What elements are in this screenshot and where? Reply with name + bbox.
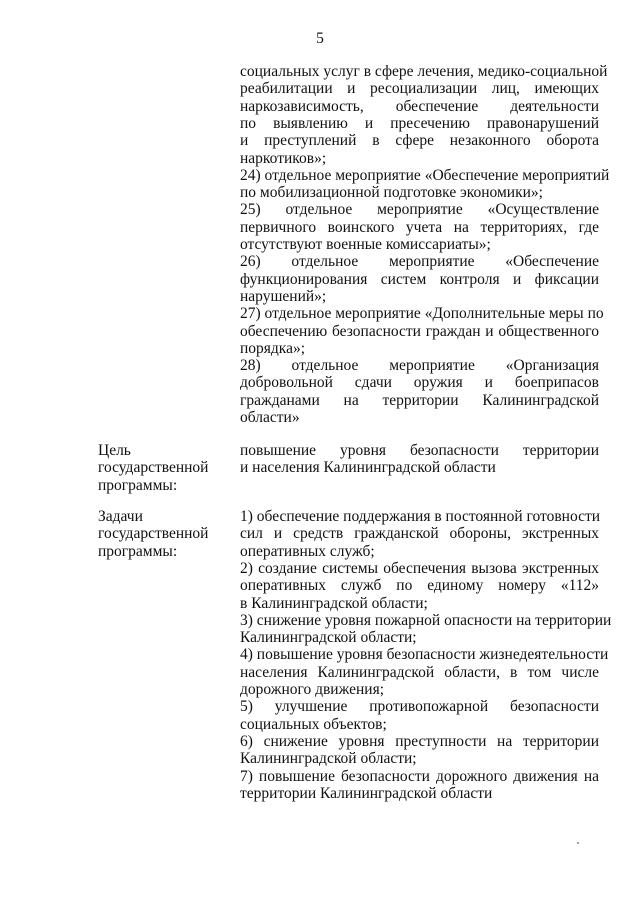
activity-line: 27) отдельное мероприятие «Дополнительные меры по [240, 305, 604, 323]
scan-speck [577, 842, 579, 844]
activity-line: 25) отдельное мероприятие «Осуществление [240, 201, 599, 219]
activity-line: отсутствуют военные комиссариаты»; [240, 236, 491, 253]
tasks-label-line: Задачи [98, 508, 143, 525]
goal-label-line: Цель [98, 442, 131, 459]
activity-line: по выявлению и пресечению правонарушений [240, 114, 599, 132]
page-number: 5 [316, 30, 324, 47]
activity-line: по мобилизационной подготовке экономики»; [240, 184, 543, 202]
task-line: сил и средств гражданской обороны, экстренных [240, 525, 599, 543]
task-line: 6) снижение уровня преступности на территории [240, 732, 599, 750]
activity-line: порядка»; [240, 339, 306, 357]
goal-label-line: государственной [98, 459, 209, 477]
activity-line: и преступлений в сфере незаконного оборота [240, 132, 599, 150]
tasks-label-line: государственной [98, 525, 209, 543]
task-line: Калининградской области; [240, 629, 417, 647]
task-line: в Калининградской области; [240, 594, 428, 612]
task-line: оперативных служб по единому номеру «112» [240, 577, 599, 595]
goal-line: и населения Калининградской области [240, 459, 496, 477]
tasks-label-line: программы: [98, 542, 178, 560]
activity-line: обеспечению безопасности граждан и общественного [240, 322, 599, 340]
activity-line: нарушений»; [240, 287, 327, 305]
task-line: Калининградской области; [240, 750, 417, 768]
activity-line: реабилитации и ресоциализации лиц, имеющих [240, 80, 599, 98]
activity-line: области» [240, 409, 300, 426]
task-line: дорожного движения; [240, 681, 385, 698]
task-line: 5) улучшение противопожарной безопасности [240, 698, 599, 716]
task-line: социальных объектов; [240, 715, 387, 733]
activity-line: 26) отдельное мероприятие «Обеспечение [240, 253, 599, 271]
task-line: 2) создание системы обеспечения вызова экстренных [240, 559, 599, 577]
activity-line: добровольной сдачи оружия и боеприпасов [240, 374, 599, 392]
activity-line: социальных услуг в сфере лечения, медико-социальной [240, 63, 608, 80]
activity-line: наркотиков»; [240, 149, 327, 167]
task-line: 1) обеспечение поддержания в постоянной готовности [240, 508, 601, 525]
task-line: 4) повышение уровня безопасности жизнедеятельности [240, 646, 609, 664]
activity-line: гражданами на территории Калининградской [240, 391, 599, 409]
activity-line: 28) отдельное мероприятие «Организация [240, 357, 599, 375]
task-line: 3) снижение уровня пожарной опасности на территории [240, 611, 612, 629]
goal-line: повышение уровня безопасности территории [240, 442, 599, 459]
goal-label-line: программы: [98, 476, 178, 494]
task-line: 7) повышение безопасности дорожного движения на [240, 767, 599, 785]
activity-line: функционирования систем контроля и фиксации [240, 270, 599, 288]
task-line: населения Калининградской области, в том числе [240, 663, 599, 681]
activity-line: наркозависимость, обеспечение деятельности [240, 97, 599, 115]
task-line: территории Калининградской области [240, 784, 493, 802]
activity-line: 24) отдельное мероприятие «Обеспечение мероприятий [240, 166, 610, 184]
activity-line: первичного воинского учета на территориях, где [240, 218, 599, 236]
task-line: оперативных служб; [240, 542, 375, 560]
